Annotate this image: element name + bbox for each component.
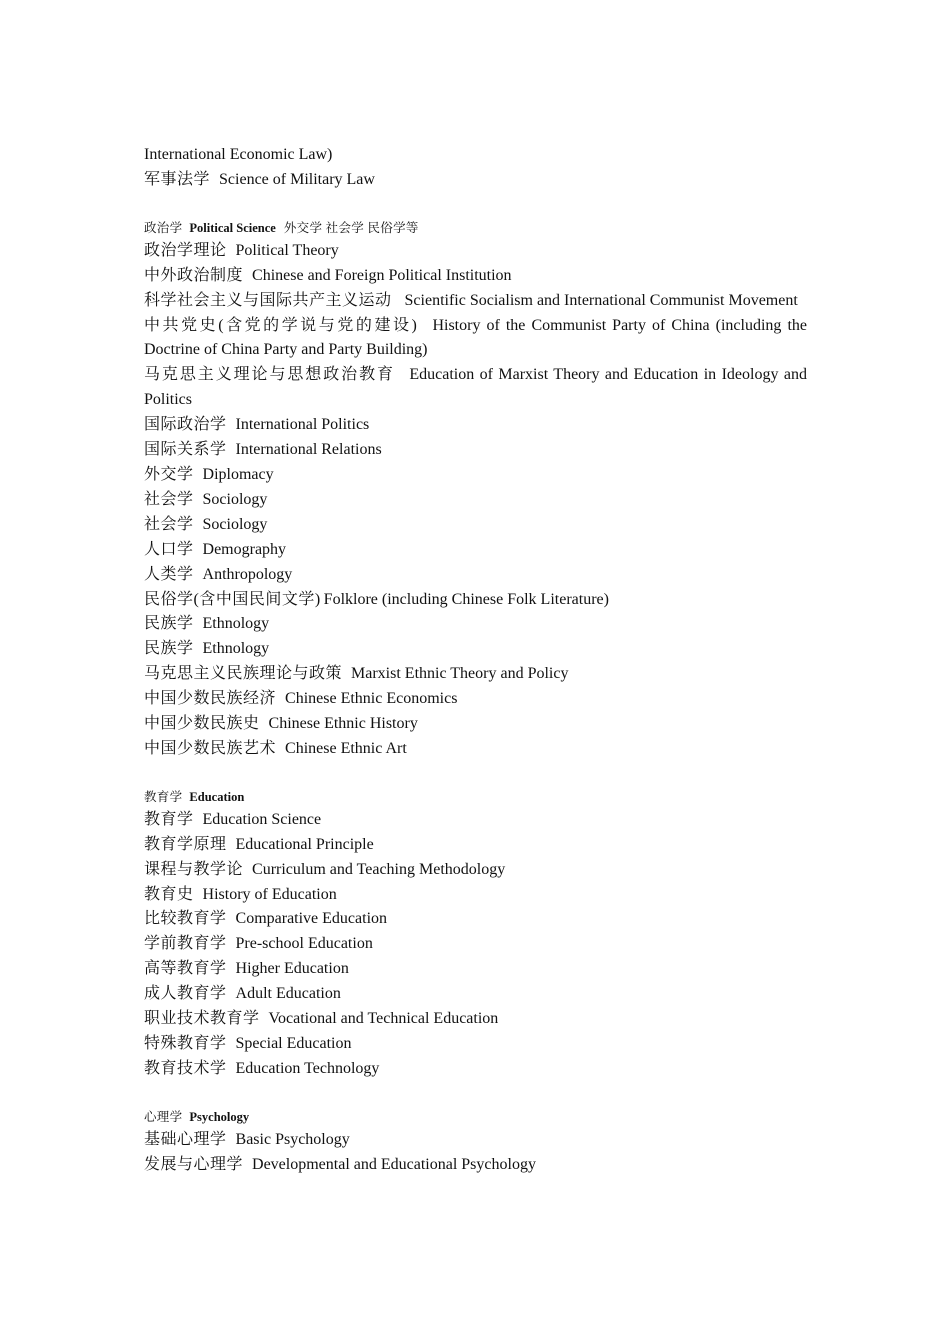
- entry-en: Anthropology: [202, 565, 293, 583]
- list-item: [144, 637, 807, 662]
- entry-zh: 民俗学(含中国民间文学): [144, 590, 321, 608]
- heading-en: Political Science: [189, 220, 276, 235]
- list-item: [144, 563, 807, 588]
- list-item: [144, 538, 807, 563]
- entry-en: Chinese and Foreign Political Institution: [252, 266, 512, 284]
- entry-zh: 职业技术教育学: [144, 1010, 260, 1028]
- entry-en: Scientific Socialism and International Communist Movement: [404, 291, 798, 309]
- list-item: [144, 1153, 807, 1178]
- entry-zh: 民族学: [144, 640, 194, 658]
- list-item: [144, 712, 807, 737]
- entry-en: Sociology: [202, 490, 268, 508]
- entry-zh: 马克思主义理论与思想政治教育: [144, 366, 395, 384]
- entry-en: Vocational and Technical Education: [268, 1010, 499, 1028]
- list-item: [144, 1032, 807, 1057]
- heading-extra: 外交学 社会学 民俗学等: [283, 220, 419, 235]
- entry-zh: 民族学: [144, 615, 194, 633]
- entry-en: Demography: [202, 540, 287, 558]
- list-item: [144, 289, 807, 314]
- entry-en: Special Education: [235, 1035, 352, 1052]
- continued-entry-text: International Economic Law): [144, 146, 333, 163]
- list-item: [144, 314, 807, 364]
- list-item: [144, 488, 807, 513]
- entry-en: International Politics: [235, 416, 370, 434]
- heading-en: Education: [189, 789, 245, 804]
- entry-zh: 国际关系学: [144, 441, 227, 459]
- heading-zh: 心理学: [144, 1109, 183, 1124]
- entry-zh: 中国少数民族艺术: [144, 739, 277, 757]
- entry-en: Folklore (including Chinese Folk Literature): [323, 590, 609, 608]
- entry-zh: 高等教育学: [144, 960, 227, 978]
- entry-zh: 教育学: [144, 810, 194, 828]
- entry-zh: 人类学: [144, 565, 194, 583]
- entry-en: Curriculum and Teaching Methodology: [252, 860, 506, 878]
- entry-en: Developmental and Educational Psychology: [252, 1155, 536, 1173]
- list-item: [144, 612, 807, 637]
- psychology-list: [144, 1128, 807, 1178]
- entry-en: Science of Military Law: [219, 170, 375, 188]
- entry-zh: 马克思主义民族理论与政策: [144, 665, 343, 683]
- entry-en: Sociology: [202, 515, 268, 533]
- list-item: [144, 808, 807, 833]
- entry-zh: 教育技术学: [144, 1059, 227, 1077]
- entry-zh: 特殊教育学: [144, 1035, 227, 1052]
- list-item: [144, 833, 807, 858]
- list-item: [144, 513, 807, 538]
- list-item: [144, 1007, 807, 1032]
- entry-en: Diplomacy: [202, 465, 274, 483]
- list-item: [144, 932, 807, 957]
- entry-zh: 中共党史(含党的学说与党的建设): [144, 316, 418, 334]
- entry-zh: 中外政治制度: [144, 266, 244, 284]
- entry-zh: 发展与心理学: [144, 1155, 244, 1173]
- entry-zh: 中国少数民族经济: [144, 690, 277, 708]
- list-item: [144, 168, 807, 193]
- entry-zh: 中国少数民族史: [144, 715, 260, 733]
- list-item: [144, 588, 807, 613]
- document-page: [144, 143, 807, 1178]
- list-item: [144, 363, 807, 413]
- entry-en: Higher Education: [235, 960, 349, 978]
- entry-zh: 军事法学: [144, 170, 211, 188]
- entry-zh: 国际政治学: [144, 416, 227, 434]
- entry-zh: 基础心理学: [144, 1130, 227, 1148]
- list-item: [144, 463, 807, 488]
- section-gap: [144, 193, 807, 217]
- entry-en: Marxist Ethnic Theory and Policy: [351, 665, 569, 683]
- list-item: [144, 737, 807, 762]
- entry-zh: 政治学理论: [144, 241, 227, 259]
- entry-en: History of Education: [202, 885, 337, 903]
- entry-zh: 社会学: [144, 490, 194, 508]
- entry-en: Pre-school Education: [235, 935, 373, 953]
- list-item: [144, 413, 807, 438]
- section-heading-education: [144, 786, 807, 808]
- list-item: [144, 907, 807, 932]
- list-item: [144, 264, 807, 289]
- section-heading-psychology: [144, 1106, 807, 1128]
- list-item: [144, 662, 807, 687]
- entry-en: Adult Education: [235, 985, 341, 1003]
- heading-en: Psychology: [189, 1109, 250, 1124]
- entry-en: Chinese Ethnic History: [268, 715, 418, 733]
- entry-zh: 社会学: [144, 515, 194, 533]
- education-list: [144, 808, 807, 1082]
- continued-entry: [144, 143, 807, 168]
- entry-en: Education of Marxist Theory and Education in Ideology and Politics: [144, 366, 807, 409]
- entry-zh: 外交学: [144, 465, 194, 483]
- entry-en: Basic Psychology: [235, 1130, 350, 1148]
- entry-zh: 教育学原理: [144, 835, 227, 853]
- entry-en: International Relations: [235, 441, 382, 459]
- section-gap: [144, 1082, 807, 1106]
- list-item: [144, 438, 807, 463]
- list-item: [144, 239, 807, 264]
- list-item: [144, 982, 807, 1007]
- entry-en: Education Science: [202, 810, 322, 828]
- entry-en: Education Technology: [235, 1059, 380, 1077]
- entry-en: Political Theory: [235, 241, 339, 259]
- entry-zh: 教育史: [144, 885, 194, 903]
- entry-zh: 比较教育学: [144, 910, 227, 928]
- section-heading-political-science: [144, 217, 807, 239]
- section-gap: [144, 762, 807, 786]
- entry-en: Educational Principle: [235, 835, 374, 853]
- list-item: [144, 687, 807, 712]
- list-item: [144, 883, 807, 908]
- entry-zh: 人口学: [144, 540, 194, 558]
- entry-en: Ethnology: [202, 640, 270, 658]
- political-science-list: [144, 239, 807, 762]
- list-item: [144, 1057, 807, 1082]
- heading-zh: 政治学: [144, 220, 183, 235]
- entry-zh: 科学社会主义与国际共产主义运动: [144, 291, 392, 309]
- list-item: [144, 858, 807, 883]
- entry-zh: 成人教育学: [144, 985, 227, 1003]
- entry-en: Chinese Ethnic Economics: [285, 690, 458, 708]
- entry-zh: 课程与教学论: [144, 860, 244, 878]
- entry-zh: 学前教育学: [144, 935, 227, 953]
- heading-zh: 教育学: [144, 789, 183, 804]
- list-item: [144, 1128, 807, 1153]
- entry-en: Chinese Ethnic Art: [285, 739, 407, 757]
- entry-en: Comparative Education: [235, 910, 388, 928]
- entry-en: History of the Communist Party of China (including the Doctrine of China Party and Party Building): [144, 316, 808, 359]
- entry-en: Ethnology: [202, 615, 270, 633]
- list-item: [144, 957, 807, 982]
